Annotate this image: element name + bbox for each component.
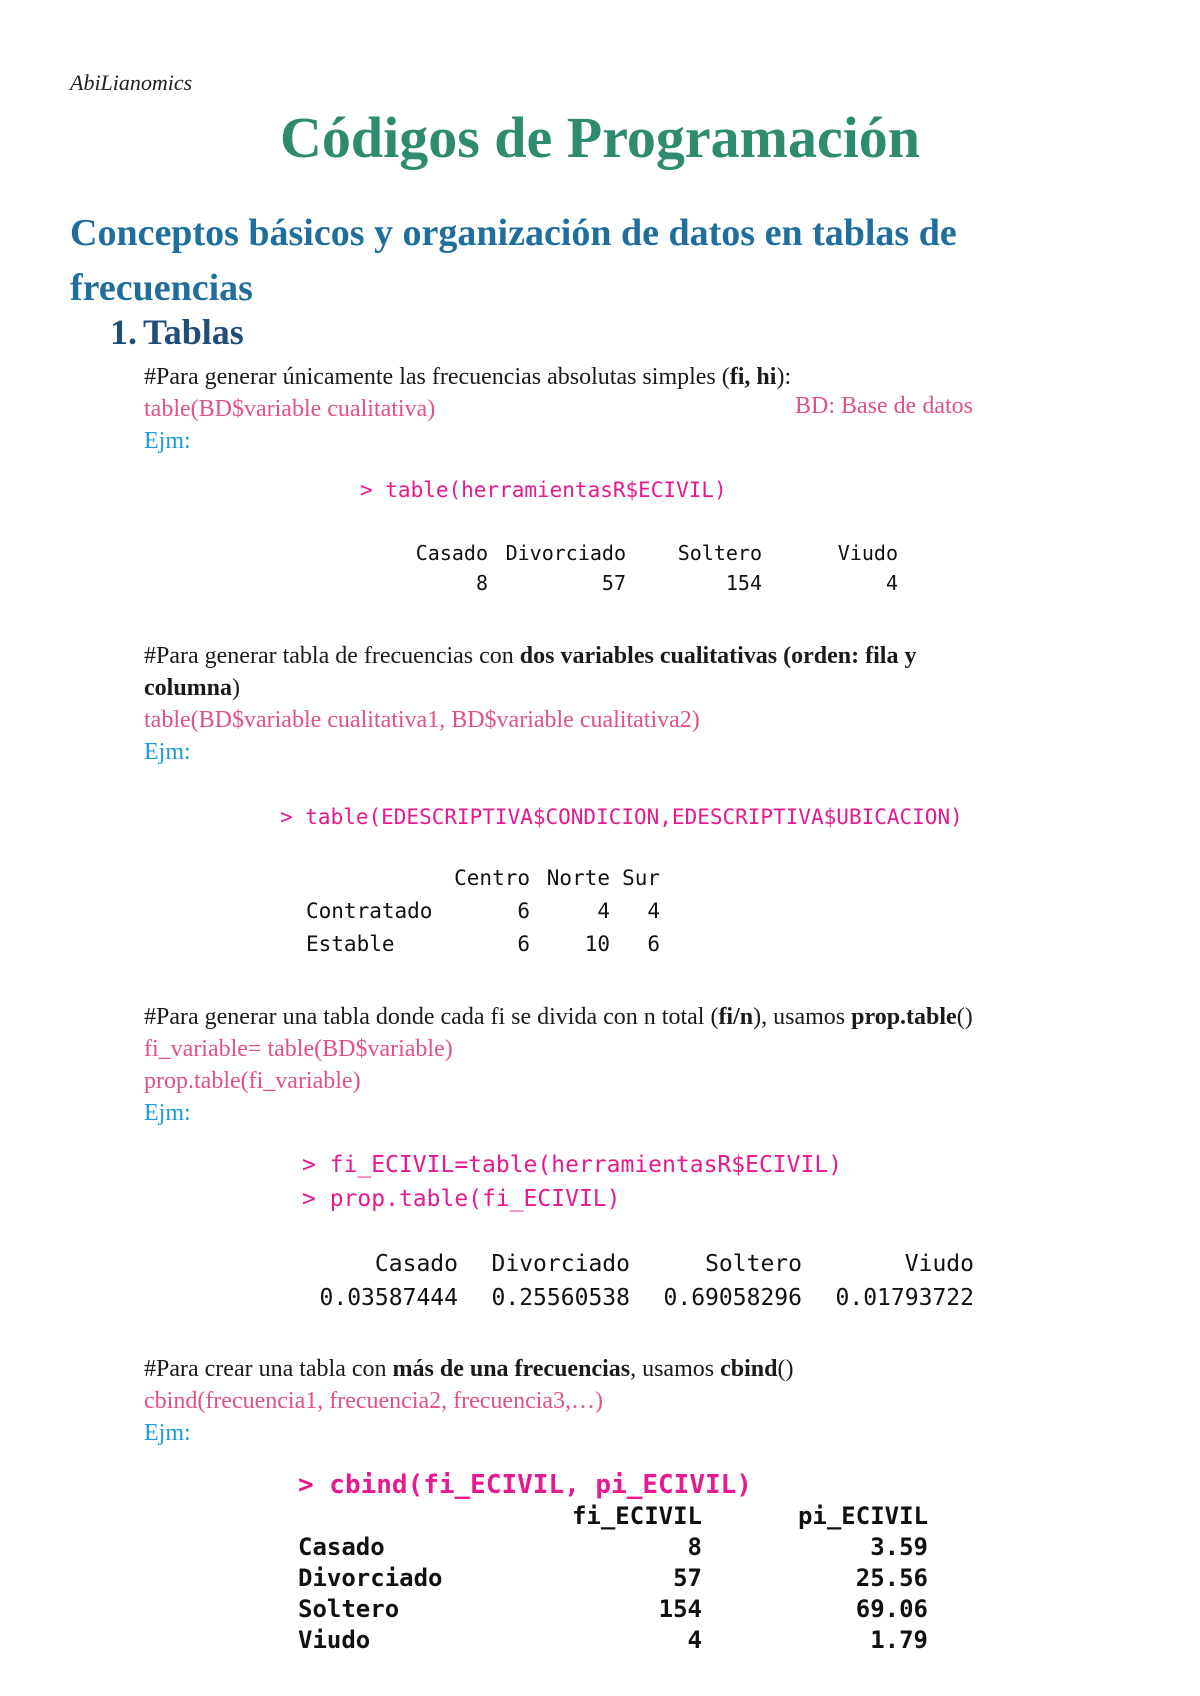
value-cell: 3.59: [870, 1533, 928, 1561]
value-cell: 0.03587444: [319, 1285, 458, 1311]
value-cell: 6: [517, 932, 530, 956]
comment-text: #Para generar una tabla donde cada fi se divida con n total (: [144, 1004, 719, 1030]
row-label: Soltero: [298, 1595, 400, 1623]
comment-line-1: [144, 361, 791, 393]
header-cell: Divorciado: [505, 541, 626, 565]
subsection-heading: [110, 311, 244, 353]
comment-text: , usamos: [630, 1356, 721, 1382]
row-label: Viudo: [298, 1626, 371, 1654]
comment-line-2b: [144, 672, 240, 704]
value-cell: 0.69058296: [663, 1285, 802, 1311]
value-cell: 25.56: [855, 1564, 928, 1592]
value-cell: 0.25560538: [491, 1285, 630, 1311]
value-cell: 6: [517, 899, 530, 923]
header-cell: pi_ECIVIL: [797, 1502, 928, 1530]
value-cell: 0.01793722: [835, 1285, 974, 1311]
syntax-line-3b: prop.table(fi_variable): [144, 1068, 361, 1094]
table-row: [306, 928, 660, 961]
comment-bold: más de una frecuencias: [392, 1356, 631, 1382]
header-cell: Soltero: [677, 541, 762, 565]
value-cell: 4: [687, 1626, 702, 1654]
r-command-4: > cbind(fi_ECIVIL, pi_ECIVIL): [298, 1470, 752, 1500]
comment-text: #Para crear una tabla con: [144, 1356, 393, 1382]
value-cell: 154: [725, 571, 762, 595]
comment-bold: fi/n: [718, 1004, 754, 1030]
syntax-line-2: table(BD$variable cualitativa1, BD$variable cualitativa2): [144, 707, 700, 733]
value-cell: 69.06: [855, 1595, 928, 1623]
value-cell: 4: [885, 571, 898, 595]
r-command-1: > table(herramientasR$ECIVIL): [360, 478, 727, 502]
r-command-3b: > prop.table(fi_ECIVIL): [302, 1186, 621, 1212]
header-cell: Viudo: [904, 1251, 974, 1277]
comment-bold: fi, hi: [729, 364, 777, 390]
subsection-number: 1.: [110, 312, 137, 352]
header-cell: Casado: [415, 541, 488, 565]
comment-line-4: [144, 1353, 793, 1385]
bd-note: BD: Base de datos: [795, 393, 973, 419]
syntax-line-1: table(BD$variable cualitativa): [144, 396, 436, 422]
header-cell: Casado: [374, 1251, 458, 1277]
r-command-3a: > fi_ECIVIL=table(herramientasR$ECIVIL): [302, 1152, 843, 1178]
header-cell: Sur: [622, 866, 660, 890]
row-label: Contratado: [306, 899, 433, 923]
comment-line-2: [144, 640, 916, 672]
table-row: [298, 1563, 928, 1594]
header-cell: Soltero: [705, 1251, 802, 1277]
table-row: [298, 1594, 928, 1625]
value-cell: 4: [647, 899, 660, 923]
header-cell: Centro: [454, 866, 530, 890]
ejm-label-3: Ejm:: [144, 1100, 191, 1126]
value-cell: 57: [601, 571, 626, 595]
section-title: Conceptos básicos y organización de datos en tablas de frecuencias: [70, 212, 957, 309]
output-table-2: [306, 862, 660, 961]
ejm-label-4: Ejm:: [144, 1420, 191, 1446]
comment-text: ): [232, 675, 241, 701]
comment-text: (): [956, 1004, 973, 1030]
comment-line-3: [144, 1001, 973, 1033]
table-row: [306, 895, 660, 928]
comment-text: #Para generar tabla de frecuencias con: [144, 643, 520, 669]
page-title: Códigos de Programación: [279, 105, 921, 170]
value-cell: 6: [647, 932, 660, 956]
ejm-label-2: Ejm:: [144, 739, 191, 765]
comment-bold: dos variables cualitativas (orden: fila y: [519, 643, 917, 669]
row-label: Divorciado: [298, 1564, 443, 1592]
value-cell: 8: [687, 1533, 702, 1561]
subsection-label: Tablas: [143, 312, 244, 352]
value-cell: 57: [673, 1564, 702, 1592]
comment-bold: prop.table: [851, 1004, 957, 1030]
value-cell: 154: [658, 1595, 702, 1623]
value-cell: 1.79: [870, 1626, 928, 1654]
comment-text: ), usamos: [753, 1004, 852, 1030]
output-table-3: [300, 1247, 974, 1315]
author-name: AbiLianomics: [70, 70, 193, 95]
row-label: Estable: [306, 932, 395, 956]
syntax-line-3a: fi_variable= table(BD$variable): [144, 1036, 453, 1062]
r-command-2: > table(EDESCRIPTIVA$CONDICION,EDESCRIPTIVA$UBICACION): [280, 805, 963, 829]
table-row: [298, 1625, 928, 1656]
comment-text: #Para generar únicamente las frecuencias absolutas simples (: [144, 364, 730, 390]
comment-text: ):: [776, 364, 792, 390]
header-cell: fi_ECIVIL: [571, 1502, 702, 1530]
comment-text: (): [777, 1356, 794, 1382]
output-table-1: [414, 538, 898, 598]
comment-bold: columna: [144, 675, 233, 701]
header-cell: Norte: [546, 866, 610, 890]
header-cell: Viudo: [837, 541, 898, 565]
value-cell: 10: [584, 932, 610, 956]
comment-bold: cbind: [720, 1356, 778, 1382]
output-table-4: [298, 1501, 928, 1656]
row-label: Casado: [298, 1533, 385, 1561]
syntax-line-4: cbind(frecuencia1, frecuencia2, frecuencia3,…): [144, 1388, 604, 1414]
value-cell: 8: [475, 571, 488, 595]
header-cell: Divorciado: [491, 1251, 630, 1277]
table-row: [298, 1532, 928, 1563]
ejm-label-1: Ejm:: [144, 428, 191, 454]
value-cell: 4: [597, 899, 610, 923]
